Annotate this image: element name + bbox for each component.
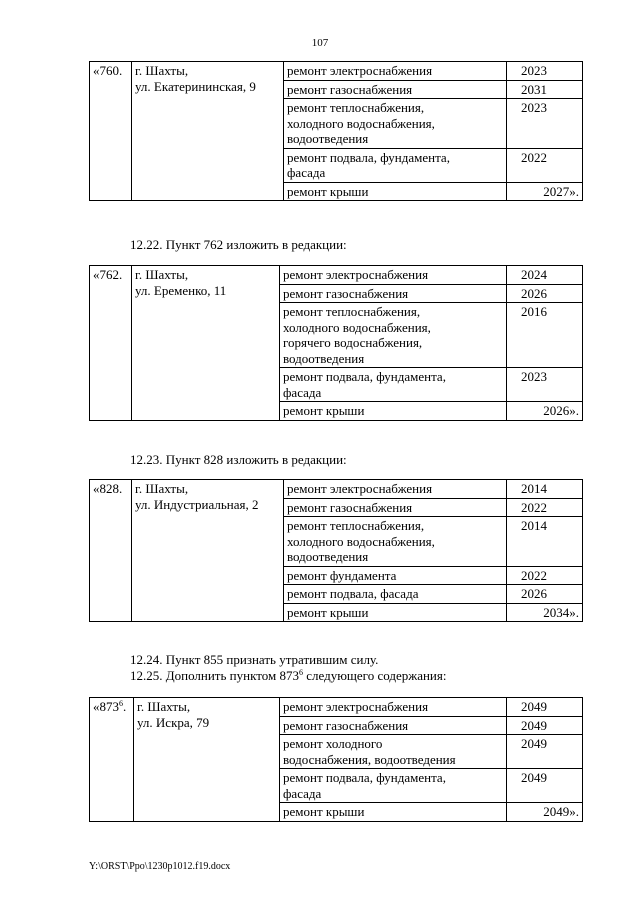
year-cell: 2023 xyxy=(507,62,583,81)
year-cell: 2022 xyxy=(507,148,583,182)
item-number-text: «828. xyxy=(93,481,123,496)
item-number xyxy=(90,266,132,421)
work-type-line: ремонт подвала, фундамента, xyxy=(283,369,446,384)
work-type-line: холодного водоснабжения, xyxy=(287,533,435,549)
address-cell xyxy=(132,62,284,201)
work-type-line: ремонт газоснабжения xyxy=(283,285,409,301)
work-type-line: холодного водоснабжения, xyxy=(287,115,435,131)
work-type-line: ремонт электроснабжения xyxy=(287,481,433,496)
paragraph-12-22: 12.22. Пункт 762 изложить в редакции: xyxy=(130,237,347,252)
work-type-cell xyxy=(284,182,507,201)
year-cell: 2023 xyxy=(507,368,583,402)
item-number-text: «762. xyxy=(93,267,123,282)
record-table-760 xyxy=(89,61,583,201)
year-cell: 2014 xyxy=(507,480,583,499)
work-type-line: фасада xyxy=(287,165,326,180)
item-number-text: «873 xyxy=(93,699,119,714)
year-cell: 2024 xyxy=(507,266,583,285)
work-type-line: ремонт электроснабжения xyxy=(283,267,429,282)
work-type-cell xyxy=(280,368,507,402)
work-type-cell xyxy=(280,735,507,769)
year-cell: 2031 xyxy=(507,80,583,99)
address-line: ул. Искра, 79 xyxy=(137,714,210,730)
address-cell xyxy=(134,698,280,822)
work-type-cell xyxy=(284,566,507,585)
year-cell: 2022 xyxy=(507,566,583,585)
item-number xyxy=(90,62,132,201)
work-type-cell xyxy=(284,603,507,622)
work-type-line: ремонт подвала, фундамента, xyxy=(283,770,446,785)
work-type-line: фасада xyxy=(283,785,322,801)
year-cell: 2049 xyxy=(507,716,583,735)
work-type-line: ремонт теплоснабжения, xyxy=(287,518,425,533)
work-type-line: водоотведения xyxy=(287,131,369,146)
work-type-cell xyxy=(280,803,507,822)
work-type-line: водоснабжения, водоотведения xyxy=(283,751,456,767)
paragraph-12-23: 12.23. Пункт 828 изложить в редакции: xyxy=(130,452,347,467)
year-cell: 2027». xyxy=(507,182,583,201)
address-cell xyxy=(132,480,284,622)
work-type-cell xyxy=(284,80,507,99)
item-number-suffix: . xyxy=(123,699,127,714)
work-type-line: водоотведения xyxy=(287,549,369,564)
record-table-873-6 xyxy=(89,697,583,822)
year-cell: 2026 xyxy=(507,585,583,604)
item-number xyxy=(90,480,132,622)
work-type-cell xyxy=(284,585,507,604)
work-type-line: ремонт крыши xyxy=(287,183,369,199)
year-cell: 2023 xyxy=(507,99,583,149)
work-type-cell xyxy=(280,716,507,735)
address-line: ул. Екатерининская, 9 xyxy=(135,78,256,94)
paragraph-12-25-sup: 6 xyxy=(298,668,303,677)
work-type-cell xyxy=(284,148,507,182)
year-cell: 2026». xyxy=(507,402,583,421)
work-type-line: ремонт электроснабжения xyxy=(287,63,433,78)
work-type-cell xyxy=(280,266,507,285)
work-type-cell xyxy=(284,62,507,81)
work-type-line: ремонт электроснабжения xyxy=(283,699,429,714)
work-type-cell xyxy=(284,99,507,149)
year-cell: 2049 xyxy=(507,735,583,769)
address-line: г. Шахты, xyxy=(135,481,189,496)
work-type-line: ремонт газоснабжения xyxy=(283,717,409,733)
address-line: г. Шахты, xyxy=(135,267,189,282)
address-line: г. Шахты, xyxy=(137,699,191,714)
work-type-cell xyxy=(284,480,507,499)
work-type-cell xyxy=(280,303,507,368)
work-type-line: ремонт теплоснабжения, xyxy=(283,304,421,319)
year-cell: 2022 xyxy=(507,498,583,517)
work-type-cell xyxy=(280,402,507,421)
paragraph-12-25-before: 12.25. Дополнить пунктом 873 xyxy=(130,668,299,683)
work-type-line: ремонт холодного xyxy=(283,736,383,751)
item-number-text: «760. xyxy=(93,63,123,78)
table-row xyxy=(90,266,583,285)
work-type-line: ремонт подвала, фасада xyxy=(287,586,419,601)
paragraph-12-24: 12.24. Пункт 855 признать утратившим силу. xyxy=(130,652,379,667)
work-type-line: ремонт газоснабжения xyxy=(287,81,413,97)
year-cell: 2026 xyxy=(507,284,583,303)
work-type-line: ремонт газоснабжения xyxy=(287,499,413,515)
year-cell: 2014 xyxy=(507,517,583,567)
table-row xyxy=(90,698,583,717)
year-cell: 2049 xyxy=(507,769,583,803)
table-row xyxy=(90,62,583,81)
work-type-line: ремонт крыши xyxy=(287,604,369,620)
item-number-sup: 6 xyxy=(119,699,123,708)
work-type-cell xyxy=(280,769,507,803)
year-cell: 2049». xyxy=(507,803,583,822)
work-type-line: холодного водоснабжения, xyxy=(283,319,431,335)
table-row xyxy=(90,480,583,499)
record-table-762 xyxy=(89,265,583,421)
item-number xyxy=(90,698,134,822)
year-cell: 2016 xyxy=(507,303,583,368)
address-line: ул. Еременко, 11 xyxy=(135,282,227,298)
page-number: 107 xyxy=(311,37,329,49)
record-table-828 xyxy=(89,479,583,622)
work-type-line: водоотведения xyxy=(283,350,365,366)
address-cell xyxy=(132,266,280,421)
paragraph-12-25 xyxy=(130,668,446,684)
work-type-cell xyxy=(284,498,507,517)
work-type-cell xyxy=(280,284,507,303)
work-type-line: горячего водоснабжения, xyxy=(283,335,423,350)
work-type-line: фасада xyxy=(283,384,322,400)
year-cell: 2034». xyxy=(507,603,583,622)
work-type-line: ремонт крыши xyxy=(283,804,365,819)
work-type-line: ремонт крыши xyxy=(283,403,365,418)
paragraph-12-25-after: следующего содержания: xyxy=(302,668,447,683)
address-line: ул. Индустриальная, 2 xyxy=(135,496,259,512)
work-type-line: ремонт фундамента xyxy=(287,567,397,583)
address-line: г. Шахты, xyxy=(135,63,189,78)
work-type-cell xyxy=(280,698,507,717)
year-cell: 2049 xyxy=(507,698,583,717)
file-path-footer: Y:\ORST\Ppo\1230p1012.f19.docx xyxy=(89,861,231,872)
work-type-line: ремонт теплоснабжения, xyxy=(287,100,425,115)
work-type-cell xyxy=(284,517,507,567)
work-type-line: ремонт подвала, фундамента, xyxy=(287,149,450,165)
